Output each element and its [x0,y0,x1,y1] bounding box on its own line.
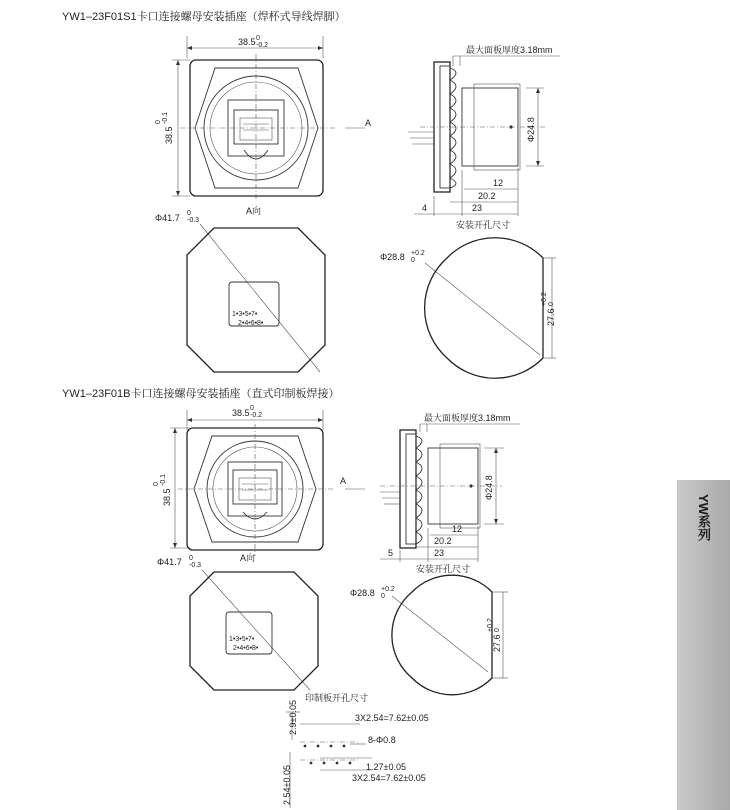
section2-a-tol-upper: 0 [189,555,193,562]
pcb-row-spacing: 2.9±0.05 [288,700,298,735]
section1-height-tol-upper: 0 [155,120,162,124]
section1-a-tol-lower: -0.3 [187,217,200,224]
section1-height-dim: 38.5 [164,126,174,144]
pcb-offset: 1.27±0.05 [366,762,406,772]
section2-pins-top: 1•3•5•7• [229,636,255,643]
series-side-tab [677,480,730,810]
section1-a-diameter: Φ41.7 [155,213,180,223]
section2-cutout-tol-lower: 0 [381,593,385,600]
section1-cutout-tol-lower: 0 [411,257,415,264]
section1-width-tol-lower: -0.2 [256,42,269,49]
section2-panel-thickness: 最大面板厚度3.18mm [424,413,511,423]
section1-flat-tol-upper: +0.2 [541,292,548,306]
section1-width-dim: 38.5 [238,37,256,47]
section2-dim-23: 23 [434,548,445,558]
section2-flat-tol-upper: +0.2 [487,618,494,632]
section2-cutout [350,575,508,695]
pcb-top-pitch: 3X2.54=7.62±0.05 [355,713,429,723]
pcb-holes: 8-Φ0.8 [368,735,396,745]
section2-height-tol-lower: -0.1 [160,473,167,486]
section2-side-view [380,412,520,574]
pcb-hole-pattern [282,692,429,808]
section1-dim-23: 23 [472,203,483,213]
pcb-hole [343,745,346,748]
pcb-bottom-pitch: 3X2.54=7.62±0.05 [352,773,426,783]
section2-cutout-tol-upper: +0.2 [381,586,395,593]
section1-a-tol-upper: 0 [187,210,191,217]
section2-view-marker: A [340,476,347,486]
section2-height-tol-upper: 0 [153,482,160,486]
section2-front-view [153,405,365,556]
section2-cutout-diameter: Φ28.8 [350,588,375,598]
pcb-hole [323,762,326,765]
section1-diameter: Φ24.8 [526,117,536,142]
pcb-hole [304,745,307,748]
section1-panel-thickness: 最大面板厚度3.18mm [466,45,553,55]
section1-cutout-flat: 27.6 [546,308,556,326]
section1-caption: 安装开孔尺寸 [456,220,511,230]
series-side-tab-label: YW系列 [696,494,711,541]
section1-cutout [380,238,556,379]
section2-a-view [157,552,318,690]
section1-cutout-tol-upper: +0.2 [411,250,425,257]
section2-a-diameter: Φ41.7 [157,557,182,567]
pcb-left-dim: 2.54±0.05 [282,765,292,805]
section1-title: YW1–23F01S1卡口连接螺母安装插座（焊杯式导线焊脚） [62,11,346,23]
section2-flat-tol-lower: 0 [494,628,501,632]
section2-a-label: A向 [240,553,256,563]
section1-side-view [408,44,560,230]
section2-dim-20-2: 20.2 [434,536,452,546]
section2-title: YW1–23F01B卡口连接螺母安装插座（直式印制板焊接） [62,388,340,400]
section1-view-marker: A [365,118,372,128]
pcb-hole [310,762,313,765]
pcb-hole [336,762,339,765]
section1-width-tol-upper: 0 [256,35,260,42]
section2-diameter: Φ24.8 [484,475,494,500]
section2-a-tol-lower: -0.3 [189,562,202,569]
section1-height-tol-lower: -0.1 [162,111,169,124]
section2-dim-12: 12 [452,524,463,534]
section2-caption: 安装开孔尺寸 [416,564,471,574]
section2-width-tol-lower: -0.2 [250,412,263,419]
section1-cutout-diameter: Φ28.8 [380,252,405,262]
section2-height-dim: 38.5 [162,488,172,506]
section1-dim-12: 12 [493,178,504,188]
pcb-title: 印制板开孔尺寸 [305,693,369,703]
section1-dim-4: 4 [422,203,428,213]
section2-dim-5: 5 [388,548,394,558]
section1-flat-tol-lower: 0 [548,302,555,306]
section1-dim-20-2: 20.2 [478,191,496,201]
section1-a-label: A向 [246,206,262,216]
section2-cutout-flat: 27.6 [492,634,502,652]
pcb-hole [317,745,320,748]
section2-pins-bottom: 2•4•6•8• [233,645,259,652]
section1-front-view [155,35,371,200]
section1-pins-top: 1•3•5•7• [232,311,258,318]
section1-a-view [155,205,325,372]
pcb-hole [330,745,333,748]
pcb-hole [349,762,352,765]
section1-pins-bottom: 2•4•6•8• [238,320,264,327]
section2-width-dim: 38.5 [232,408,250,418]
section2-width-tol-upper: 0 [250,405,254,412]
